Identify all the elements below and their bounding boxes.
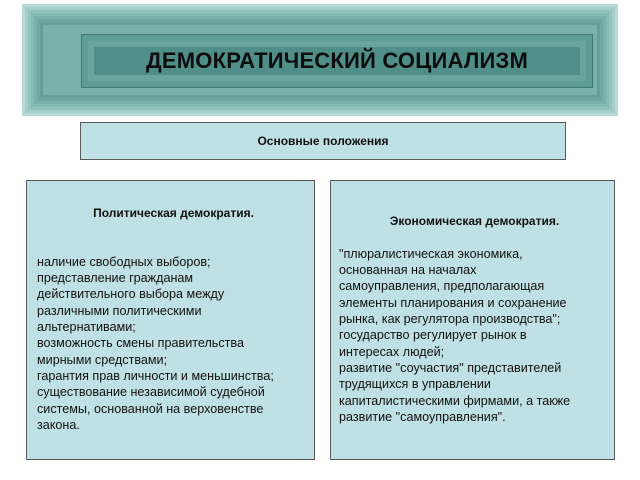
economic-democracy-heading: Экономическая демократия. (389, 214, 560, 229)
page-title: ДЕМОКРАТИЧЕСКИЙ СОЦИАЛИЗМ (145, 48, 529, 73)
title-frame (22, 4, 618, 116)
economic-democracy-box (330, 180, 615, 460)
subtitle-box (80, 122, 566, 160)
political-democracy-text: наличие свободных выборов; представление гражданам действительного выбора между различными политическими альтернативами; возможность смены правительства мирными средствами; гарантия прав личности и меньшинства; существование независимой судебной системы, основанной на верховенстве закона. (37, 254, 274, 432)
subtitle-text: Основные положения (257, 134, 389, 148)
political-democracy-heading: Политическая демократия. (93, 206, 254, 221)
economic-democracy-text: "плюралистическая экономика, основанная на началах самоуправления, предполагающая элементы планирования и сохранение рынка, как регулятора производства"; государство регулирует рынок в интересах людей; развитие "соучастия" представителей трудящихся в управлении капиталистическими фирмами, а также развитие "самоуправления". (339, 246, 571, 424)
title-banner (81, 34, 593, 88)
political-democracy-box (26, 180, 315, 460)
